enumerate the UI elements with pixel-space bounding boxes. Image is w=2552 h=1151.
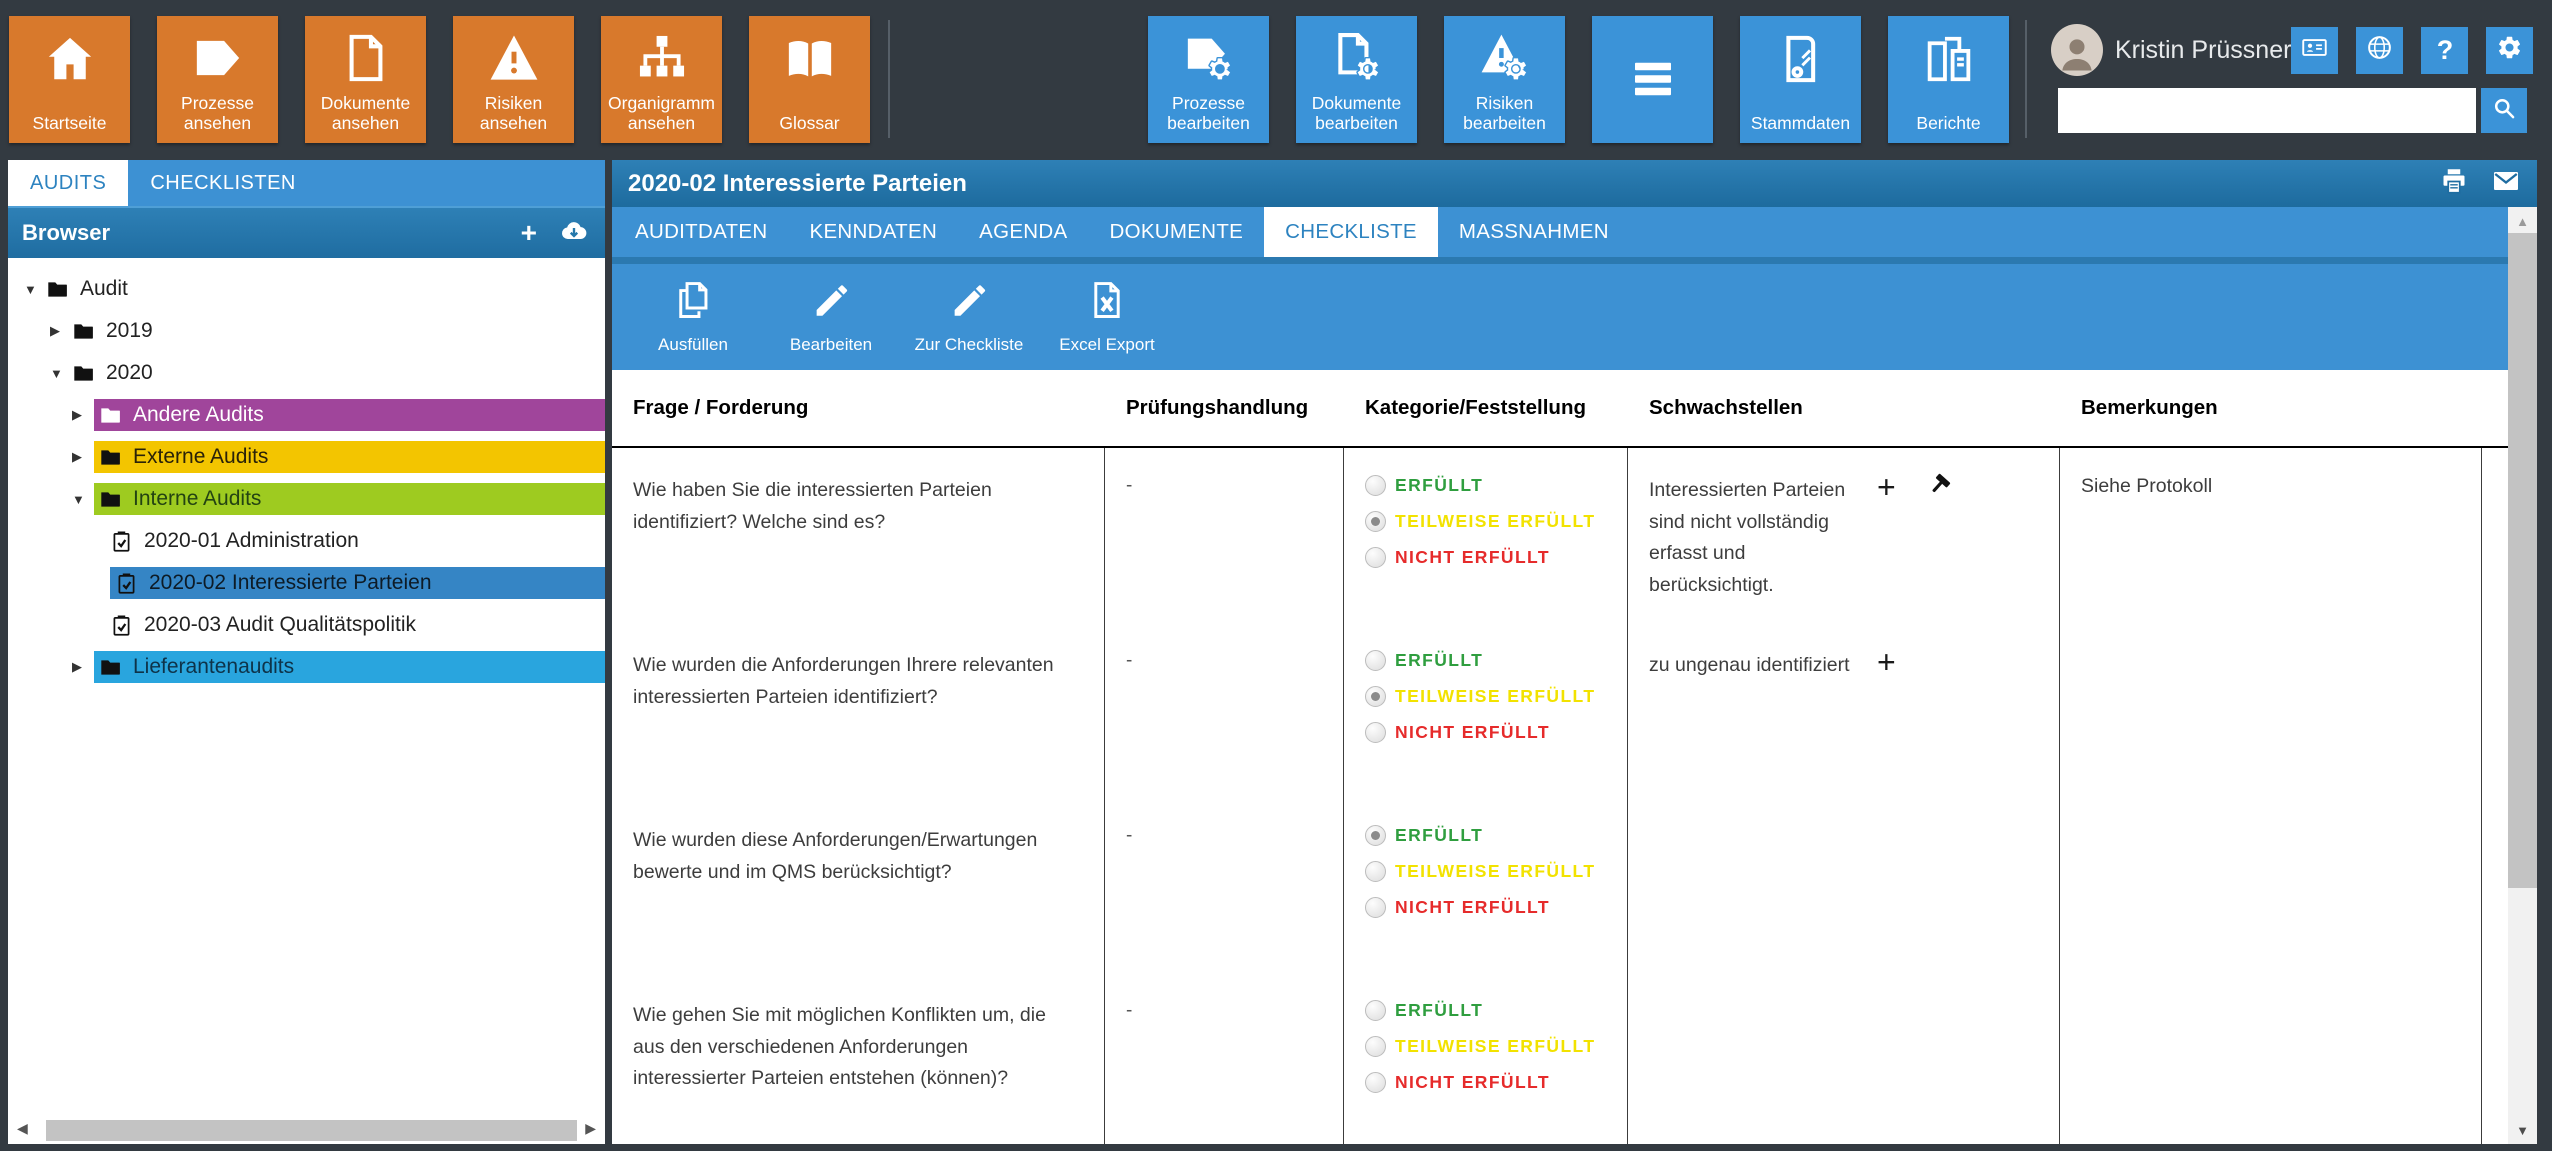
process-gear-icon — [1182, 16, 1236, 94]
toolbar-ausf-llen-button[interactable] — [624, 264, 762, 370]
expand-icon[interactable]: ▶ — [72, 407, 82, 422]
scroll-left-icon[interactable]: ◀ — [17, 1120, 28, 1136]
radio-circle-icon[interactable] — [1365, 825, 1386, 846]
pruefungshandlung-text: - — [1126, 475, 1133, 496]
expand-icon[interactable]: ▶ — [72, 659, 82, 674]
feststellung-cell — [1344, 448, 1628, 623]
search-row — [2051, 88, 2527, 133]
nav-label: Stammdaten — [1750, 113, 1851, 134]
radio-label: TEILWEISE ERFÜLLT — [1395, 861, 1596, 881]
radio-nicht[interactable] — [1365, 897, 1609, 918]
checklist-icon — [115, 572, 138, 595]
bemerkungen-cell — [2060, 623, 2482, 798]
nav-label: Prozesse ansehen — [181, 93, 254, 134]
tree-category-band — [94, 651, 605, 683]
tab-checkliste[interactable]: CHECKLISTE — [1264, 207, 1438, 257]
frage-text: Wie haben Sie die interessierten Parteien identifiziert? Welche sind es? — [633, 479, 992, 533]
search-button[interactable] — [2481, 88, 2527, 133]
user-buttons — [2291, 27, 2533, 74]
document-icon — [339, 16, 393, 94]
search-input[interactable] — [2058, 88, 2476, 133]
nav-label: Berichte — [1916, 113, 1981, 134]
frage-cell — [612, 798, 1105, 973]
tree-item-lieferantenaudits[interactable] — [8, 646, 605, 688]
pruefungshandlung-text: - — [1126, 825, 1133, 846]
expand-icon[interactable]: ▶ — [72, 449, 82, 464]
binder-icon — [1774, 16, 1828, 94]
help-button[interactable] — [2421, 27, 2468, 74]
tree-item-2020-01-administration[interactable] — [8, 520, 605, 562]
risk-icon — [487, 16, 541, 94]
tab-divider — [612, 257, 2508, 264]
radio-teilweise[interactable] — [1365, 511, 1609, 532]
pruefungshandlung-cell — [1105, 798, 1344, 973]
nav-menu-button[interactable] — [1592, 16, 1713, 143]
nav-group-view — [9, 16, 870, 143]
add-schwachstelle-icon[interactable]: + — [1877, 644, 1896, 680]
tree-item-label: 2020-03 Audit Qualitätspolitik — [144, 613, 417, 636]
schwachstellen-cell — [1628, 973, 2060, 1144]
checklist-row — [612, 623, 2508, 798]
feststellung-cell — [1344, 973, 1628, 1144]
tree-selected-band — [110, 567, 605, 599]
toolbar-zur-checkliste-button[interactable] — [900, 264, 1038, 370]
radio-circle-icon[interactable] — [1365, 1036, 1386, 1057]
table-header — [612, 370, 2508, 448]
radio-circle-icon[interactable] — [1365, 861, 1386, 882]
nav-label: Glossar — [779, 113, 840, 134]
collapse-icon[interactable]: ▼ — [24, 281, 37, 297]
radio-erfuellt[interactable] — [1365, 475, 1609, 496]
bemerkungen-cell — [2060, 798, 2482, 973]
column-header-kategorie-feststellung: Kategorie/Feststellung — [1365, 396, 1586, 419]
nav-stammdaten[interactable] — [1740, 16, 1861, 143]
printer-icon[interactable] — [2439, 166, 2469, 201]
radio-label: NICHT ERFÜLLT — [1395, 1072, 1550, 1092]
nav-risiken-bearbeiten[interactable] — [1444, 16, 1565, 143]
pruefungshandlung-cell — [1105, 448, 1344, 623]
tree-item-label: Lieferantenaudits — [133, 655, 295, 678]
radio-label: NICHT ERFÜLLT — [1395, 722, 1550, 742]
id-card-icon — [2301, 34, 2328, 66]
nav-label: Dokumente ansehen — [320, 93, 411, 134]
column-header-frage-forderung: Frage / Forderung — [633, 396, 809, 419]
folder-icon — [99, 446, 122, 469]
checklist-row — [612, 973, 2508, 1144]
scrollbar-thumb[interactable] — [2508, 233, 2537, 888]
tree-item-2020-02-interessierte-parteien[interactable] — [8, 562, 605, 604]
folder-icon — [99, 404, 122, 427]
toolbar-label: Excel Export — [1059, 335, 1155, 354]
feststellung-cell — [1344, 798, 1628, 973]
hammer-icon[interactable] — [1926, 471, 1953, 503]
folder-icon — [99, 656, 122, 679]
tree-item-label: Externe Audits — [133, 445, 269, 468]
tab-auditdaten[interactable]: AUDITDATEN — [635, 220, 768, 243]
frage-text: Wie gehen Sie mit möglichen Konflikten um, die aus den verschiedenen Anforderungen interessierter Parteien entstehen (können)? — [633, 1004, 1046, 1090]
radio-label: ERFÜLLT — [1395, 650, 1484, 670]
main-body — [612, 207, 2537, 1144]
radio-label: TEILWEISE ERFÜLLT — [1395, 1036, 1596, 1056]
body-row — [0, 158, 2552, 1151]
nav-label: Organigramm ansehen — [608, 93, 715, 134]
radio-circle-icon[interactable] — [1365, 686, 1386, 707]
radio-circle-icon[interactable] — [1365, 722, 1386, 743]
radio-circle-icon[interactable] — [1365, 650, 1386, 671]
frage-text: Wie wurden die Anforderungen Ihrere relevanten interessierten Parteien identifiziert? — [633, 654, 1054, 708]
frage-cell — [612, 448, 1105, 623]
tree-item-2020-03-audit-qualit-tspolitik[interactable] — [8, 604, 605, 646]
header-separator — [2025, 20, 2027, 138]
column-header-schwachstellen: Schwachstellen — [1649, 396, 1803, 419]
pencil-icon — [948, 279, 990, 326]
tree-item-label: 2019 — [106, 319, 153, 342]
nav-prozesse-ansehen[interactable] — [157, 16, 278, 143]
orgchart-icon — [635, 16, 689, 94]
person-icon — [2055, 32, 2099, 76]
tree-category-band — [94, 441, 605, 473]
radio-label: ERFÜLLT — [1395, 475, 1484, 495]
checklist-row — [612, 798, 2508, 973]
book-icon — [783, 16, 837, 94]
radio-teilweise[interactable] — [1365, 1036, 1609, 1057]
scroll-right-icon[interactable]: ▶ — [585, 1120, 596, 1136]
globe-button[interactable] — [2356, 27, 2403, 74]
tab-massnahmen[interactable]: MASSNAHMEN — [1458, 220, 1609, 243]
schwachstellen-cell — [1628, 448, 2060, 623]
folder-icon — [46, 278, 69, 301]
radio-circle-icon[interactable] — [1365, 511, 1386, 532]
table-body — [612, 448, 2508, 1144]
cloud-download-icon[interactable] — [559, 216, 589, 251]
reports-icon — [1922, 16, 1976, 94]
nav-label: Prozesse bearbeiten — [1167, 93, 1250, 134]
id-card-button[interactable] — [2291, 27, 2338, 74]
radio-label: ERFÜLLT — [1395, 825, 1484, 845]
checklist-icon — [110, 530, 133, 553]
tab-dokumente[interactable]: DOKUMENTE — [1109, 220, 1244, 243]
main-column — [612, 207, 2508, 1144]
pencil-icon — [810, 279, 852, 326]
user-name: Kristin Prüssner — [2115, 35, 2292, 64]
sidebar — [8, 160, 605, 1144]
risk-gear-icon — [1478, 16, 1532, 94]
tree-item-interne-audits[interactable] — [8, 478, 605, 520]
pruefungshandlung-cell — [1105, 973, 1344, 1144]
gear-button[interactable] — [2486, 27, 2533, 74]
tab-agenda[interactable]: AGENDA — [979, 220, 1068, 243]
browser-header-icons — [521, 216, 589, 251]
audit-tree — [8, 258, 605, 1117]
top-header — [0, 0, 2552, 158]
checklist-toolbar — [612, 264, 2508, 370]
sidebar-horizontal-scrollbar[interactable] — [8, 1117, 605, 1144]
add-schwachstelle-icon[interactable]: + — [1877, 469, 1896, 505]
radio-label: ERFÜLLT — [1395, 1000, 1484, 1020]
sidebar-tab-audits[interactable]: AUDITS — [8, 160, 128, 206]
main-title-bar — [612, 160, 2537, 207]
tree-category-band — [94, 399, 605, 431]
tree-item-2020[interactable] — [8, 352, 605, 394]
radio-label: NICHT ERFÜLLT — [1395, 897, 1550, 917]
nav-label: Risiken bearbeiten — [1463, 93, 1546, 134]
sidebar-tab-checklisten[interactable]: CHECKLISTEN — [150, 171, 296, 194]
tree-item-externe-audits[interactable] — [8, 436, 605, 478]
radio-erfuellt[interactable] — [1365, 650, 1609, 671]
schwachstellen-cell — [1628, 798, 2060, 973]
header-separator — [888, 20, 890, 138]
mail-icon[interactable] — [2491, 166, 2521, 201]
toolbar-label: Bearbeiten — [789, 335, 873, 354]
copy-icon — [672, 279, 714, 326]
column-header-pr-fungshandlung: Prüfungshandlung — [1126, 396, 1309, 419]
tree-item-label: 2020 — [106, 361, 153, 384]
sidebar-tabs — [8, 160, 605, 206]
tree-category-band — [94, 483, 605, 515]
frage-cell — [612, 623, 1105, 798]
radio-circle-icon[interactable] — [1365, 1072, 1386, 1093]
nav-startseite[interactable] — [9, 16, 130, 143]
folder-icon — [72, 362, 95, 385]
nav-risiken-ansehen[interactable] — [453, 16, 574, 143]
bemerkungen-cell — [2060, 973, 2482, 1144]
scrollbar-thumb[interactable] — [46, 1120, 577, 1141]
scroll-up-icon[interactable]: ▲ — [2516, 214, 2529, 229]
nav-prozesse-bearbeiten[interactable] — [1148, 16, 1269, 143]
radio-teilweise[interactable] — [1365, 686, 1609, 707]
tree-item-label: 2020-02 Interessierte Parteien — [149, 571, 432, 594]
gear-icon — [2496, 34, 2523, 66]
schwachstellen-text: Interessierten Parteien sind nicht vollständig erfasst und berücksichtigt. — [1649, 479, 1846, 596]
globe-icon — [2366, 34, 2393, 66]
toolbar-label: Zur Checkliste — [914, 335, 1024, 354]
tree-item-audit[interactable] — [8, 268, 605, 310]
nav-berichte[interactable] — [1888, 16, 2009, 143]
main-tabs — [612, 207, 2508, 257]
nav-organigramm-ansehen[interactable] — [601, 16, 722, 143]
frage-cell — [612, 973, 1105, 1144]
radio-label: TEILWEISE ERFÜLLT — [1395, 686, 1596, 706]
bemerkungen-text: Siehe Protokoll — [2081, 475, 2213, 497]
folder-icon — [72, 320, 95, 343]
radio-nicht[interactable] — [1365, 1072, 1609, 1093]
home-icon — [43, 16, 97, 94]
toolbar-label: Ausfüllen — [658, 335, 728, 354]
main-vertical-scrollbar[interactable] — [2508, 207, 2537, 1144]
browser-header — [8, 206, 605, 258]
radio-circle-icon[interactable] — [1365, 475, 1386, 496]
menu-icon — [1626, 16, 1680, 143]
radio-erfuellt[interactable] — [1365, 825, 1609, 846]
pruefungshandlung-cell — [1105, 623, 1344, 798]
search-icon — [2491, 95, 2517, 126]
help-icon: ? — [2436, 34, 2454, 65]
radio-circle-icon[interactable] — [1365, 1000, 1386, 1021]
tree-item-label: Interne Audits — [133, 487, 262, 510]
add-icon[interactable]: + — [520, 217, 537, 248]
frage-text: Wie wurden diese Anforderungen/Erwartungen bewerte und im QMS berücksichtigt? — [633, 829, 1038, 883]
bemerkungen-cell — [2060, 448, 2482, 623]
user-row — [2051, 25, 2527, 75]
radio-circle-icon[interactable] — [1365, 897, 1386, 918]
expand-icon[interactable]: ▶ — [50, 323, 60, 338]
pruefungshandlung-text: - — [1126, 1000, 1133, 1021]
feststellung-cell — [1344, 623, 1628, 798]
checklist-content — [612, 370, 2508, 1144]
toolbar-bearbeiten-button[interactable] — [762, 264, 900, 370]
tab-kenndaten[interactable]: KENNDATEN — [809, 220, 938, 243]
nav-label: Dokumente bearbeiten — [1311, 93, 1402, 134]
nav-label: Startseite — [32, 113, 107, 134]
main-panel — [612, 160, 2537, 1144]
radio-label: NICHT ERFÜLLT — [1395, 547, 1550, 567]
tree-item-label: Audit — [80, 277, 128, 300]
document-gear-icon — [1330, 16, 1384, 94]
radio-teilweise[interactable] — [1365, 861, 1609, 882]
schwachstellen-cell — [1628, 623, 2060, 798]
nav-glossar[interactable] — [749, 16, 870, 143]
scroll-down-icon[interactable]: ▼ — [2516, 1123, 2529, 1138]
column-header-bemerkungen: Bemerkungen — [2081, 396, 2218, 419]
radio-erfuellt[interactable] — [1365, 1000, 1609, 1021]
excel-icon — [1086, 279, 1128, 326]
tree-item-label: 2020-01 Administration — [144, 529, 359, 552]
radio-nicht[interactable] — [1365, 547, 1609, 568]
radio-label: TEILWEISE ERFÜLLT — [1395, 511, 1596, 531]
folder-icon — [99, 488, 122, 511]
nav-group-edit — [1148, 16, 2009, 143]
nav-label: Risiken ansehen — [479, 93, 548, 134]
browser-title: Browser — [22, 220, 111, 245]
page-title: 2020-02 Interessierte Parteien — [628, 169, 967, 197]
tree-item-andere-audits[interactable] — [8, 394, 605, 436]
nav-dokumente-ansehen[interactable] — [305, 16, 426, 143]
schwachstellen-text: zu ungenau identifiziert — [1649, 654, 1850, 676]
user-block — [2051, 25, 2552, 133]
avatar[interactable] — [2051, 24, 2103, 76]
radio-circle-icon[interactable] — [1365, 547, 1386, 568]
title-icons — [2439, 166, 2521, 201]
process-icon — [191, 16, 245, 94]
nav-dokumente-bearbeiten[interactable] — [1296, 16, 1417, 143]
checklist-row — [612, 448, 2508, 623]
checklist-icon — [110, 614, 133, 637]
radio-nicht[interactable] — [1365, 722, 1609, 743]
collapse-icon[interactable]: ▼ — [50, 365, 63, 381]
toolbar-excel-export-button[interactable] — [1038, 264, 1176, 370]
collapse-icon[interactable]: ▼ — [72, 491, 85, 507]
tree-item-label: Andere Audits — [133, 403, 264, 426]
tree-item-2019[interactable] — [8, 310, 605, 352]
pruefungshandlung-text: - — [1126, 650, 1133, 671]
